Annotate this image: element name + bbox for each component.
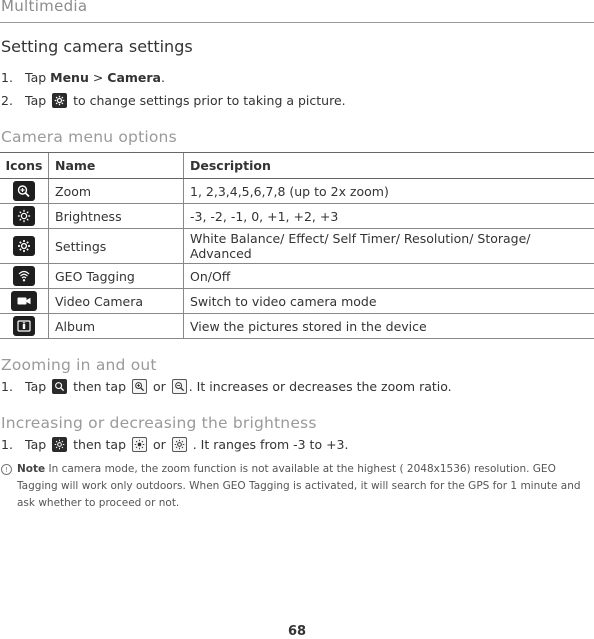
row-description: View the pictures stored in the device bbox=[184, 314, 594, 339]
album-icon bbox=[13, 316, 35, 336]
zoom-icon bbox=[13, 181, 35, 201]
row-name: Brightness bbox=[49, 204, 184, 229]
step-text: Tap bbox=[25, 70, 51, 85]
geo-tagging-icon bbox=[13, 266, 35, 286]
table-row bbox=[0, 179, 594, 204]
video-camera-icon bbox=[11, 291, 37, 311]
step-separator: > bbox=[88, 70, 108, 85]
step-end: . bbox=[161, 70, 165, 85]
note-label: Note bbox=[17, 463, 46, 475]
step-number: 1. bbox=[1, 70, 13, 85]
step-settings bbox=[1, 93, 346, 108]
gear-icon bbox=[52, 93, 67, 108]
table-row bbox=[0, 204, 594, 229]
step-text: then tap bbox=[69, 437, 130, 452]
menu-label: Menu bbox=[50, 70, 89, 85]
section-header: Multimedia bbox=[1, 0, 88, 15]
table-row bbox=[0, 229, 594, 264]
table-row bbox=[0, 289, 594, 314]
camera-menu-heading: Camera menu options bbox=[1, 128, 177, 146]
zoom-icon bbox=[52, 379, 67, 394]
brightness-step bbox=[1, 437, 348, 452]
step-menu-camera bbox=[1, 70, 165, 85]
row-description: -3, -2, -1, 0, +1, +2, +3 bbox=[184, 204, 594, 229]
step-number: 1. bbox=[1, 437, 13, 452]
column-header-name: Name bbox=[49, 153, 184, 179]
step-number: 2. bbox=[1, 93, 13, 108]
row-name: Video Camera bbox=[49, 289, 184, 314]
step-text: . It increases or decreases the zoom ratio. bbox=[188, 379, 452, 394]
row-name: Album bbox=[49, 314, 184, 339]
page-number: 68 bbox=[287, 624, 307, 639]
table-header-row bbox=[0, 153, 594, 179]
step-text: then tap bbox=[69, 379, 130, 394]
step-text: Tap bbox=[25, 437, 51, 452]
column-header-description: Description bbox=[184, 153, 594, 179]
note-text: In camera mode, the zoom function is not available at the highest ( 2048x1536) resolution. GEO Tagging will work only outdoors. When GEO Tagging is activated, it will search for the GPS for 1 minute and ask whether to proceed or not. bbox=[17, 463, 581, 509]
zoom-heading: Zooming in and out bbox=[1, 356, 157, 374]
brightness-icon bbox=[13, 206, 35, 226]
camera-label: Camera bbox=[107, 70, 161, 85]
zoom-in-icon bbox=[132, 379, 147, 394]
step-text: . It ranges from -3 to +3. bbox=[188, 437, 349, 452]
settings-icon bbox=[13, 236, 35, 256]
row-description: On/Off bbox=[184, 264, 594, 289]
header-divider bbox=[0, 22, 594, 23]
page-title: Setting camera settings bbox=[1, 37, 193, 56]
table-row bbox=[0, 264, 594, 289]
brightness-up-icon bbox=[132, 437, 147, 452]
row-name: Settings bbox=[49, 229, 184, 264]
info-icon: ! bbox=[1, 464, 12, 475]
step-text: or bbox=[149, 379, 170, 394]
brightness-icon bbox=[52, 437, 67, 452]
zoom-step bbox=[1, 379, 452, 394]
table-row bbox=[0, 314, 594, 339]
row-description: White Balance/ Effect/ Self Timer/ Resolution/ Storage/ Advanced bbox=[184, 229, 594, 264]
zoom-out-icon bbox=[172, 379, 187, 394]
row-name: Zoom bbox=[49, 179, 184, 204]
step-text: or bbox=[149, 437, 170, 452]
step-end: to change settings prior to taking a picture. bbox=[69, 93, 346, 108]
brightness-down-icon bbox=[172, 437, 187, 452]
brightness-heading: Increasing or decreasing the brightness bbox=[1, 414, 317, 432]
step-text: Tap bbox=[25, 379, 51, 394]
row-description: 1, 2,3,4,5,6,7,8 (up to 2x zoom) bbox=[184, 179, 594, 204]
note-paragraph bbox=[17, 461, 591, 512]
step-number: 1. bbox=[1, 379, 13, 394]
row-name: GEO Tagging bbox=[49, 264, 184, 289]
step-text: Tap bbox=[25, 93, 51, 108]
camera-menu-table bbox=[0, 152, 594, 339]
column-header-icons: Icons bbox=[0, 153, 49, 179]
row-description: Switch to video camera mode bbox=[184, 289, 594, 314]
